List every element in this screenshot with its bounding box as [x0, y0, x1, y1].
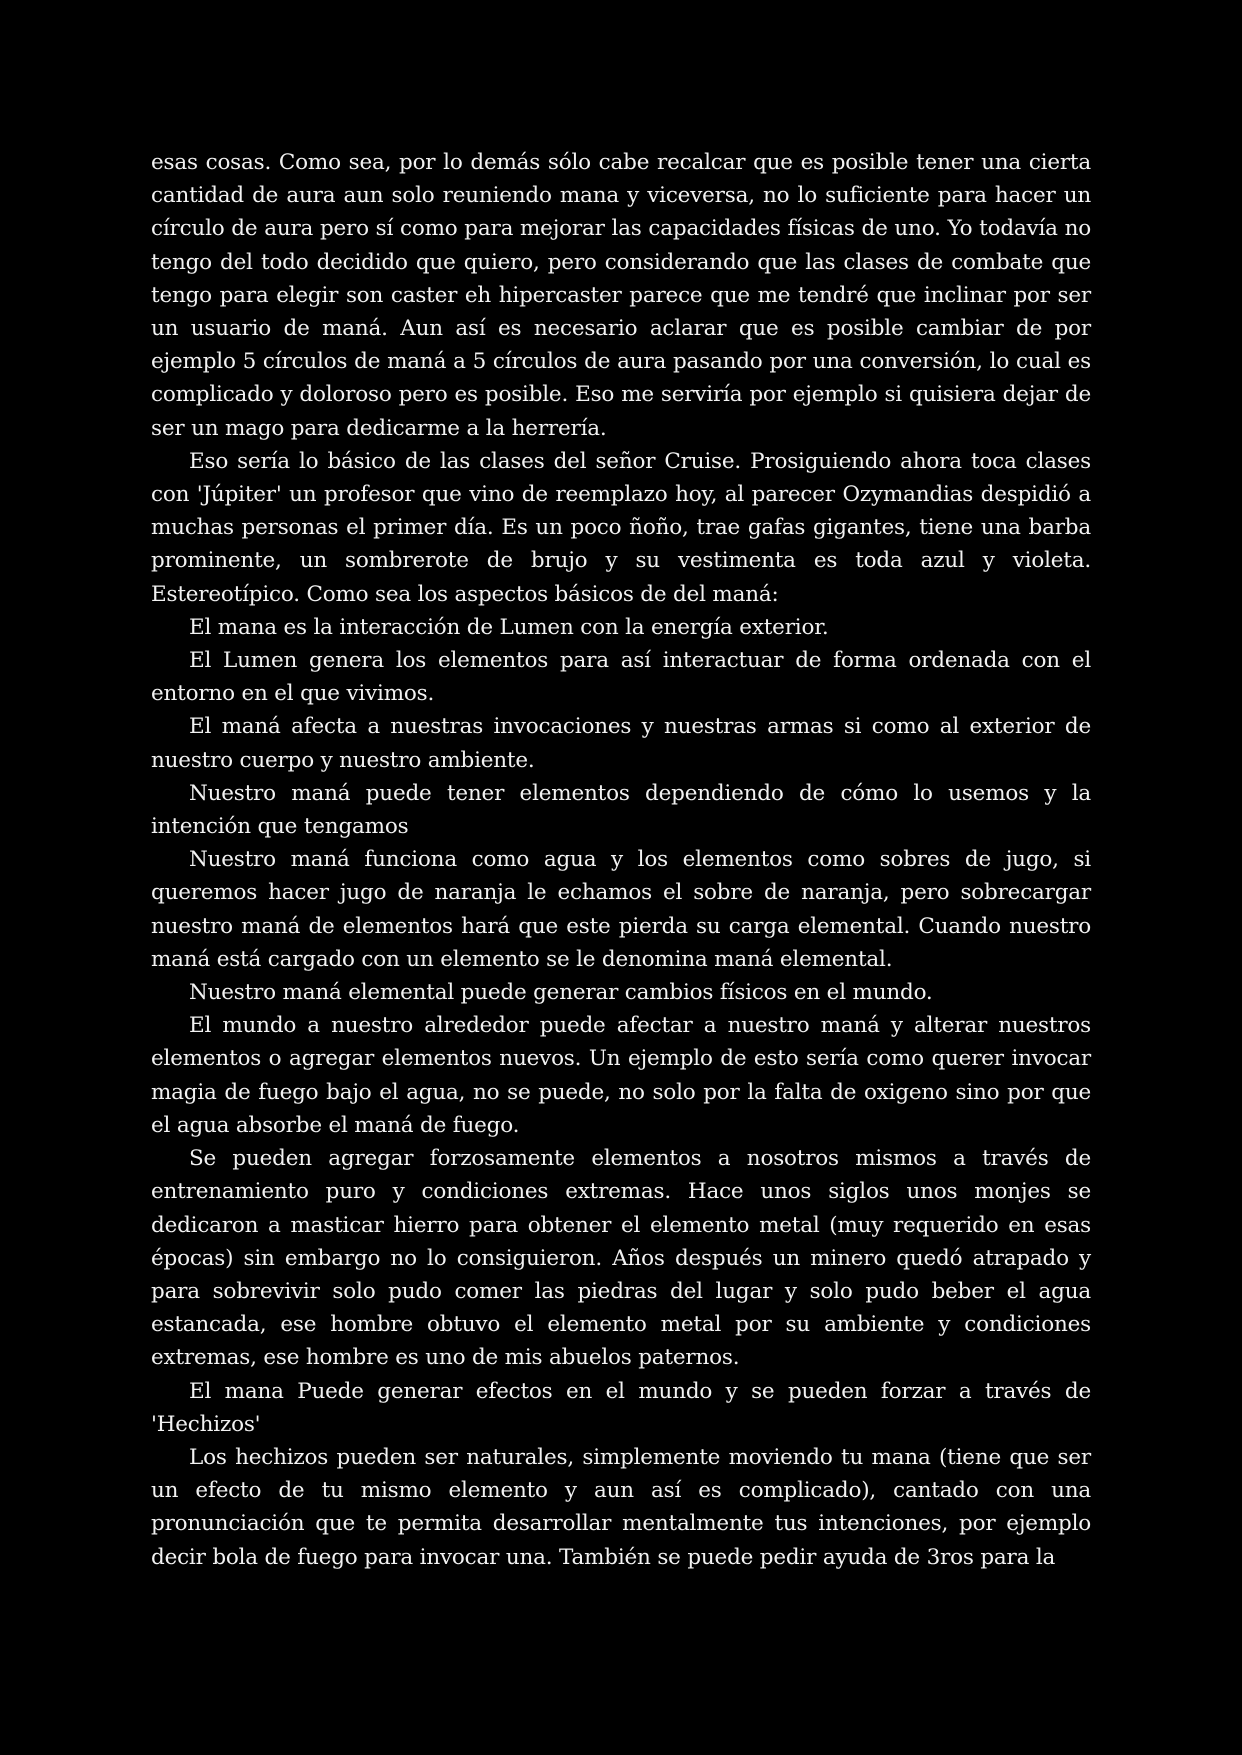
paragraph-1: esas cosas. Como sea, por lo demás sólo cabe recalcar que es posible tener una cierta cantidad de aura aun solo reuniendo mana y viceversa, no lo suficiente para hacer un círculo de aura pero sí como para mejorar las capacidades físicas de uno. Yo todavía no tengo del todo decidido que quiero, pero considerando que las clases de combate que tengo para elegir son caster eh hipercaster parece que me tendré que inclinar por ser un usuario de maná. Aun así es necesario aclarar que es posible cambiar de por ejemplo 5 círculos de maná a 5 círculos de aura pasando por una conversión, lo cual es complicado y doloroso pero es posible. Eso me serviría por ejemplo si quisiera dejar de ser un mago para dedicarme a la herrería. — [151, 150, 1091, 441]
paragraph-4: El Lumen genera los elementos para así interactuar de forma ordenada con el entorno en el que vivimos. — [151, 648, 1091, 707]
paragraph-3: El mana es la interacción de Lumen con la energía exterior. — [189, 614, 829, 640]
paragraph-6: Nuestro maná puede tener elementos dependiendo de cómo lo usemos y la intención que tengamos — [151, 780, 1091, 840]
paragraph-12: Los hechizos pueden ser naturales, simplemente moviendo tu mana (tiene que ser un efecto de tu mismo elemento y aun así es complicado), cantado con una pronunciación que te permita desarrollar mentalmente tus intenciones, por ejemplo decir bola de fuego para invocar una. También se puede pedir ayuda de 3ros para la — [151, 1444, 1091, 1570]
paragraph-8: Nuestro maná elemental puede generar cambios físicos en el mundo. — [189, 980, 933, 1006]
paragraph-10: Se pueden agregar forzosamente elementos a nosotros mismos a través de entrenamiento puro y condiciones extremas. Hace unos siglos unos monjes se dedicaron a masticar hierro para obtener el elemento metal (muy requerido en esas épocas) sin embargo no lo consiguieron. Años después un minero quedó atrapado y para sobrevivir solo pudo comer las piedras del lugar y solo pudo beber el agua estancada, ese hombre obtuvo el elemento metal por su ambiente y condiciones extremas, ese hombre es uno de mis abuelos paternos. — [151, 1146, 1091, 1371]
paragraph-2: Eso sería lo básico de las clases del señor Cruise. Prosiguiendo ahora toca clases con 'Júpiter' un profesor que vino de reemplazo hoy, al parecer Ozymandias despidió a muchas personas el primer día. Es un poco ñoño, trae gafas gigantes, tiene una barba prominente, un sombrerote de brujo y su vestimenta es toda azul y violeta. Estereotípico. Como sea los aspectos básicos de del maná: — [151, 448, 1091, 607]
paragraph-11: El mana Puede generar efectos en el mundo y se pueden forzar a través de 'Hechizos' — [151, 1378, 1091, 1437]
paragraph-9: El mundo a nuestro alrededor puede afectar a nuestro maná y alterar nuestros elementos o agregar elementos nuevos. Un ejemplo de esto sería como querer invocar magia de fuego bajo el agua, no se puede, no solo por la falta de oxigeno sino por que el agua absorbe el maná de fuego. — [151, 1013, 1091, 1138]
page-text — [151, 146, 1091, 1574]
paragraph-7: Nuestro maná funciona como agua y los elementos como sobres de jugo, si queremos hacer jugo de naranja le echamos el sobre de naranja, pero sobrecargar nuestro maná de elementos hará que este pierda su carga elemental. Cuando nuestro maná está cargado con un elemento se le denomina maná elemental. — [151, 847, 1091, 972]
paragraph-5: El maná afecta a nuestras invocaciones y nuestras armas si como al exterior de nuestro cuerpo y nuestro ambiente. — [151, 714, 1091, 773]
